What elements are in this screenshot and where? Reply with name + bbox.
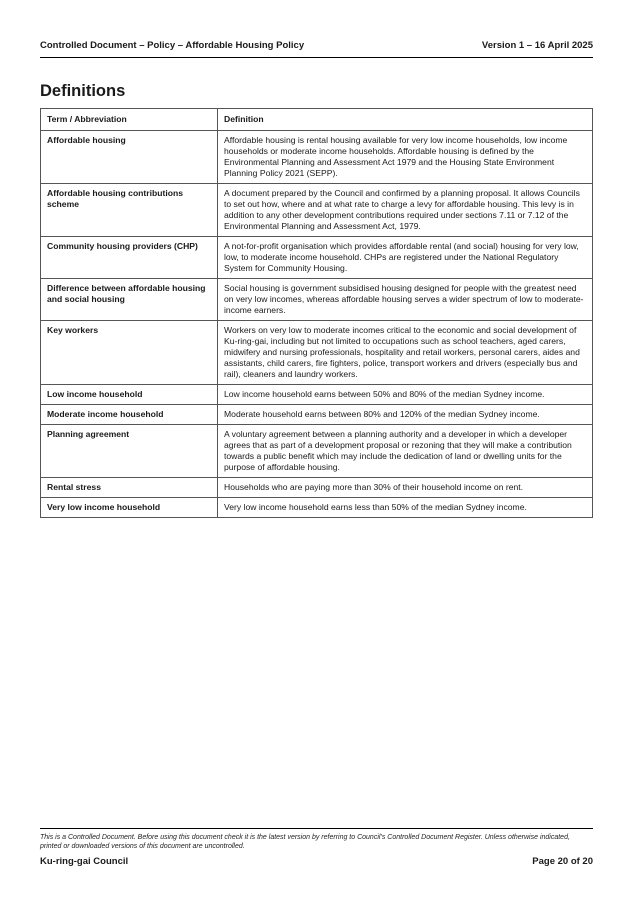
table-row xyxy=(41,131,593,184)
definition-cell: A voluntary agreement between a planning authority and a developer in which a developer agrees that as part of a development proposal or rezoning that they will make a contribution towards a public benefit which may include the dedication of land or dwelling units for the purpose of affordable housing. xyxy=(218,425,593,478)
footer-organisation: Ku-ring-gai Council xyxy=(40,856,129,867)
term-cell: Very low income household xyxy=(41,498,218,518)
column-header-term: Term / Abbreviation xyxy=(41,109,218,131)
definition-cell: Households who are paying more than 30% of their household income on rent. xyxy=(218,478,593,498)
header-document-title: Controlled Document – Policy – Affordable Housing Policy xyxy=(40,40,305,51)
definition-cell: Moderate household earns between 80% and 120% of the median Sydney income. xyxy=(218,405,593,425)
definition-cell: Workers on very low to moderate incomes critical to the economic and social development of Ku-ring-gai, including but not limited to occupations such as school teachers, aged carers, midwifery and nursing professionals, hospitality and retail workers, personal carers, aides and assistants, child carers, fire fighters, police, transport workers and drivers (especially bus and rail), cleaners and laundry workers. xyxy=(218,321,593,385)
table-row xyxy=(41,425,593,478)
term-cell: Difference between affordable housing and social housing xyxy=(41,279,218,321)
definition-cell: A document prepared by the Council and confirmed by a planning proposal. It allows Councils to set out how, where and at what rate to charge a levy for affordable housing. This levy is in addition to any other development contributions required under sections 7.11 or 7.12 of the Environmental Planning and Assessment Act, 1979. xyxy=(218,184,593,237)
table-row xyxy=(41,498,593,518)
term-cell: Low income household xyxy=(41,385,218,405)
table-row xyxy=(41,405,593,425)
definition-cell: Low income household earns between 50% and 80% of the median Sydney income. xyxy=(218,385,593,405)
term-cell: Planning agreement xyxy=(41,425,218,478)
table-row xyxy=(41,478,593,498)
table-row xyxy=(41,237,593,279)
table-row xyxy=(41,279,593,321)
header-version: Version 1 – 16 April 2025 xyxy=(481,40,593,51)
table-row xyxy=(41,385,593,405)
definitions-table xyxy=(40,108,593,518)
term-cell: Moderate income household xyxy=(41,405,218,425)
page-footer xyxy=(40,856,593,867)
page-title: Definitions xyxy=(40,82,126,100)
table-header-row xyxy=(41,109,593,131)
definition-cell: Affordable housing is rental housing available for very low income households, low income households or moderate income households. Affordable housing is defined by the Environmental Planning and Assessment Act 1979 and the Housing State Environment Planning Policy 2021 (SEPP). xyxy=(218,131,593,184)
column-header-definition: Definition xyxy=(218,109,593,131)
page-header xyxy=(40,40,593,58)
controlled-document-notice: This is a Controlled Document. Before using this document check it is the latest version by referring to Council’s Controlled Document Register. Unless otherwise indicated, printed or downloaded versions of this document are uncontrolled. xyxy=(40,828,593,851)
page-number: Page 20 of 20 xyxy=(532,856,593,867)
definition-cell: A not-for-profit organisation which provides affordable rental (and social) housing for very low, low, to moderate income household. CHPs are registered under the National Regulatory System for Community Housing. xyxy=(218,237,593,279)
term-cell: Affordable housing xyxy=(41,131,218,184)
term-cell: Community housing providers (CHP) xyxy=(41,237,218,279)
table-row xyxy=(41,184,593,237)
term-cell: Rental stress xyxy=(41,478,218,498)
table-row xyxy=(41,321,593,385)
definition-cell: Social housing is government subsidised housing designed for people with the greatest need on very low incomes, whereas affordable housing serves a wider spectrum of low to moderate-income earners. xyxy=(218,279,593,321)
term-cell: Key workers xyxy=(41,321,218,385)
term-cell: Affordable housing contributions scheme xyxy=(41,184,218,237)
definition-cell: Very low income household earns less than 50% of the median Sydney income. xyxy=(218,498,593,518)
